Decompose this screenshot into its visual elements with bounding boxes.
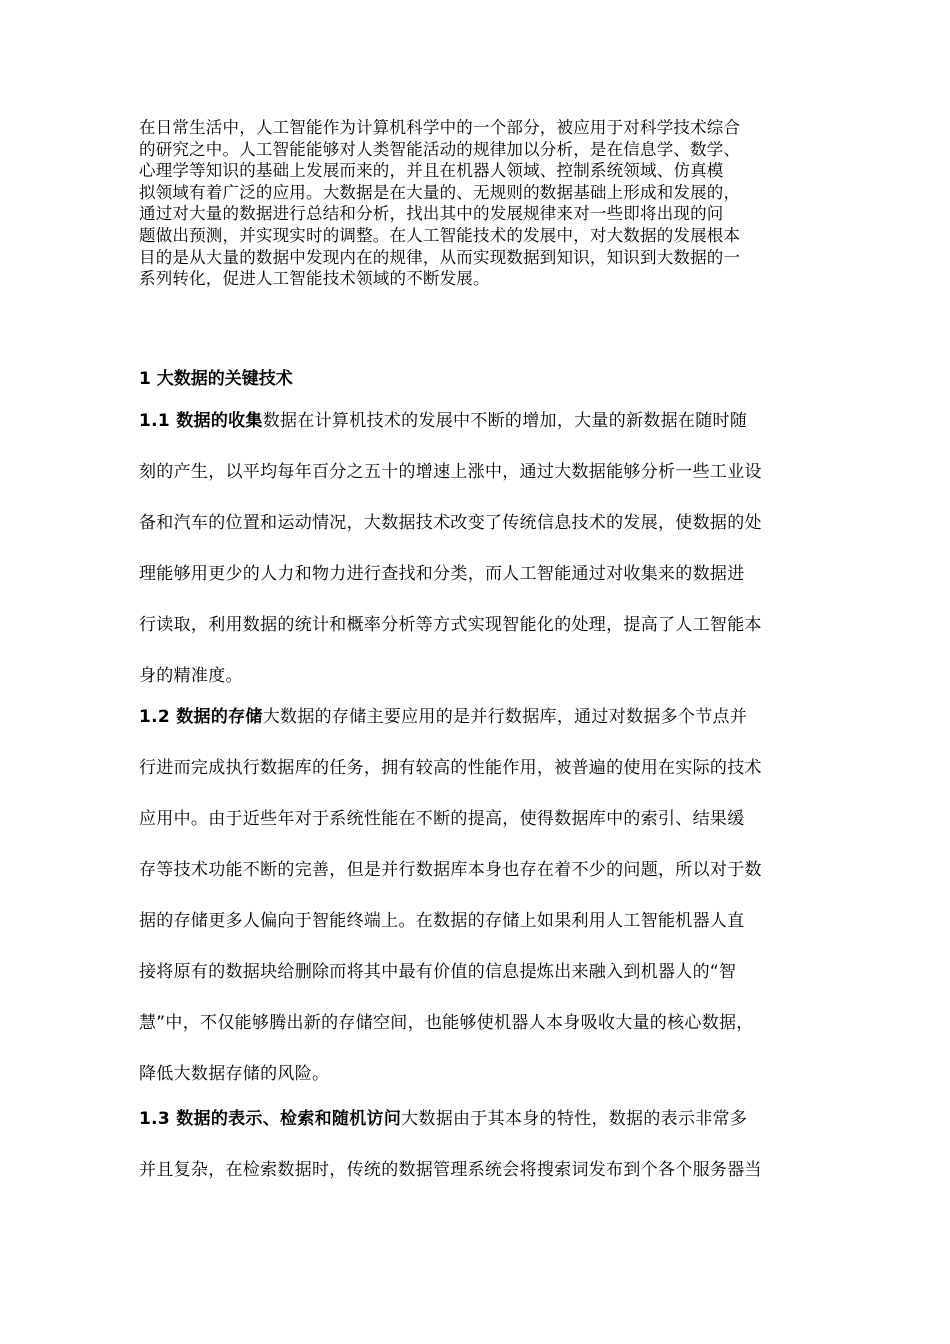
text-line: 存等技术功能不断的完善，但是并行数据库本身也存在着不少的问题，所以对于数: [139, 860, 762, 880]
text-line: 应用中。由于近些年对于系统性能在不断的提高，使得数据库中的索引、结果缓: [139, 809, 745, 829]
text-run: 数据在计算机技术的发展中不断的增加，大量的新数据在随时随: [262, 411, 748, 431]
section-data-retrieval: [139, 1094, 819, 1196]
text-line: 降低大数据存储的风险。: [139, 1064, 330, 1084]
text-line: 刻的产生，以平均每年百分之五十的增速上涨中，通过大数据能够分析一些工业设: [139, 462, 762, 482]
text-line: 身的精准度。: [139, 666, 243, 686]
section-data-storage: [139, 692, 819, 1100]
text-line: 的研究之中。人工智能能够对人类智能活动的规律加以分析，是在信息学、数学、: [139, 139, 741, 159]
text-line: 系列转化，促进人工智能技术领域的不断发展。: [139, 269, 490, 289]
text-line: 行读取，利用数据的统计和概率分析等方式实现智能化的处理，提高了人工智能本: [139, 615, 762, 635]
text-line: 据的存储更多人偏向于智能终端上。在数据的存储上如果利用人工智能机器人直: [139, 911, 745, 931]
section-data-collection: [139, 396, 819, 702]
text-line: 在日常生活中，人工智能作为计算机科学中的一个部分，被应用于对科学技术综合: [139, 118, 741, 137]
text-run: 大数据由于其本身的特性，数据的表示非常多: [401, 1109, 748, 1129]
text-line: 理能够用更少的人力和物力进行查找和分类，而人工智能通过对收集来的数据进: [139, 564, 745, 584]
text-line: 题做出预测，并实现实时的调整。在人工智能技术的发展中，对大数据的发展根本: [139, 225, 741, 245]
text-line: 接将原有的数据块给删除而将其中最有价值的信息提炼出来融入到机器人的“智: [139, 962, 737, 982]
subsection-title: 1.2 数据的存储: [139, 707, 263, 727]
intro-paragraph: [139, 117, 819, 290]
text-line: 通过对大量的数据进行总结和分析，找出其中的发展规律来对一些即将出现的问: [139, 204, 724, 224]
text-line: [139, 396, 819, 447]
text-line: 慧”中，不仅能够腾出新的存储空间，也能够使机器人本身吸收大量的核心数据，: [139, 1013, 754, 1033]
text-line: [139, 1094, 819, 1145]
subsection-title: 1.1 数据的收集: [139, 411, 263, 431]
text-line: 心理学等知识的基础上发展而来的，并且在机器人领域、控制系统领域、仿真模: [139, 161, 724, 181]
section-heading: 1 大数据的关键技术: [139, 369, 293, 389]
subsection-title: 1.3 数据的表示、检索和随机访问: [139, 1109, 402, 1129]
text-line: 拟领域有着广泛的应用。大数据是在大量的、无规则的数据基础上形成和发展的，: [139, 182, 741, 202]
text-line: 行进而完成执行数据库的任务，拥有较高的性能作用，被普遍的使用在实际的技术: [139, 758, 762, 778]
text-line: [139, 692, 819, 743]
text-line: 备和汽车的位置和运动情况，大数据技术改变了传统信息技术的发展，使数据的处: [139, 513, 762, 533]
text-run: 大数据的存储主要应用的是并行数据库，通过对数据多个节点并: [262, 707, 748, 727]
text-line: 目的是从大量的数据中发现内在的规律，从而实现数据到知识，知识到大数据的一: [139, 247, 741, 267]
text-line: 并且复杂，在检索数据时，传统的数据管理系统会将搜索词发布到个各个服务器当: [139, 1160, 762, 1180]
